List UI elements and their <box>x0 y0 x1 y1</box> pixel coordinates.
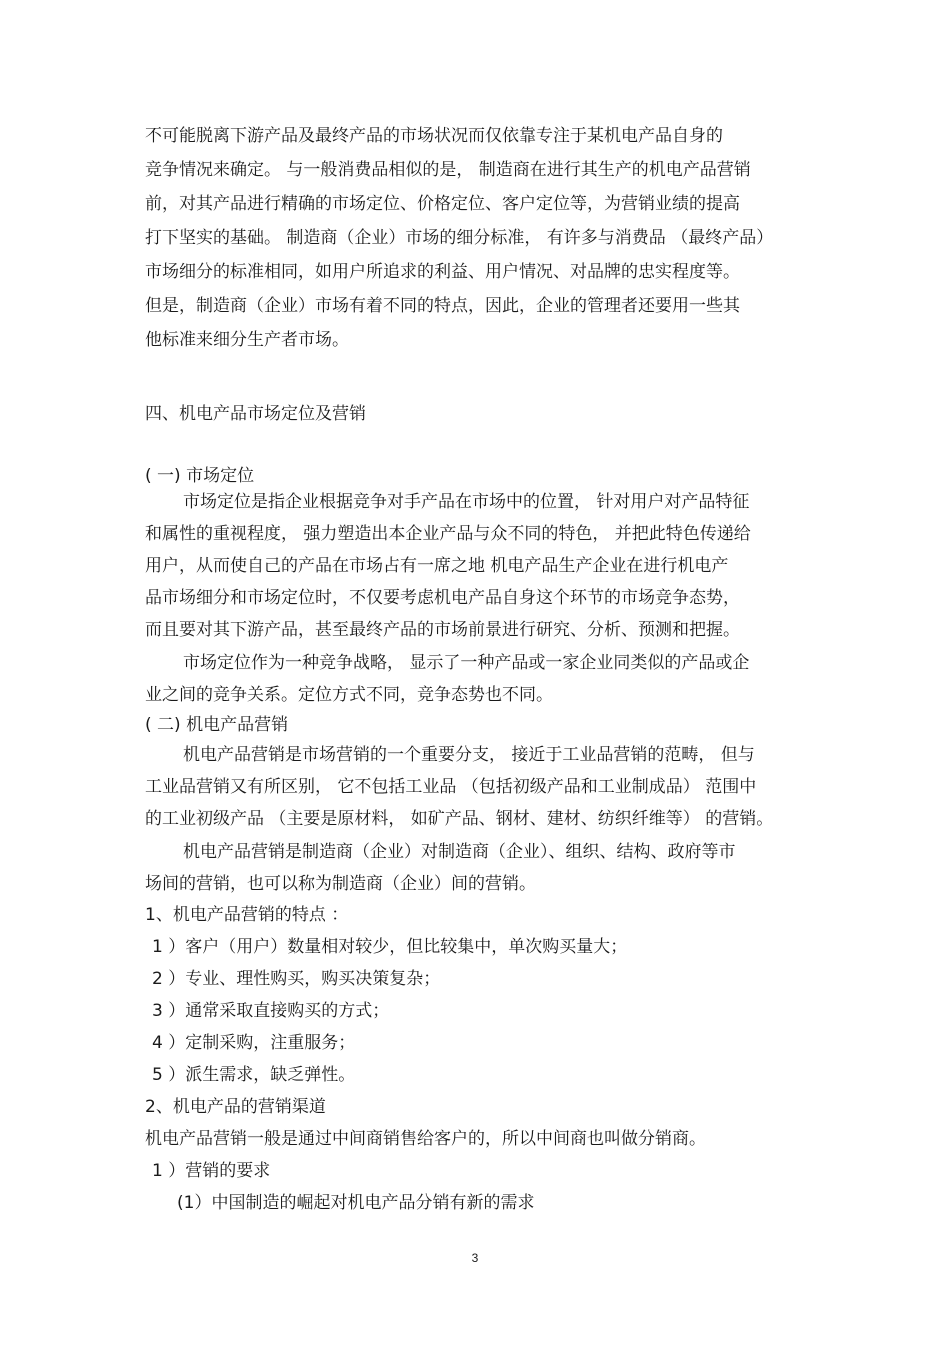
text-line: 场间的营销，也可以称为制造商（企业）间的营销。 <box>145 874 536 894</box>
text-line: 用户，从而使自己的产品在市场占有一席之地 机电产品生产企业在进行机电产 <box>145 556 729 576</box>
text-line: 他标准来细分生产者市场。 <box>145 330 349 350</box>
list-heading: 1、机电产品营销的特点 ： <box>145 905 349 925</box>
list-item: 1 ）营销的要求 <box>152 1161 271 1181</box>
text-line: 工业品营销又有所区别， 它不包括工业品 （包括初级产品和工业制成品） 范围中 <box>145 777 757 797</box>
text-line: 机电产品营销一般是通过中间商销售给客户的，所以中间商也叫做分销商。 <box>145 1129 706 1149</box>
text-line: 打下坚实的基础。 制造商（企业）市场的细分标准， 有许多与消费品 （最终产品） <box>145 228 774 248</box>
page-number: 3 <box>471 1251 479 1265</box>
text-line: 市场定位是指企业根据竞争对手产品在市场中的位置， 针对用户对产品特征 <box>183 492 750 512</box>
subsection-title: ( 一) 市场定位 <box>145 466 255 486</box>
list-item: 4 ）定制采购，注重服务； <box>152 1033 356 1053</box>
list-item: 3 ）通常采取直接购买的方式； <box>152 1001 390 1021</box>
text-line: 和属性的重视程度， 强力塑造出本企业产品与众不同的特色， 并把此特色传递给 <box>145 524 751 544</box>
list-item: 1 ）客户（用户）数量相对较少，但比较集中，单次购买量大； <box>152 937 628 957</box>
list-heading: 2、机电产品的营销渠道 <box>145 1097 326 1117</box>
text-line: 市场定位作为一种竞争战略， 显示了一种产品或一家企业同类似的产品或企 <box>183 653 750 673</box>
list-item: (1）中国制造的崛起对机电产品分销有新的需求 <box>177 1193 535 1213</box>
list-item: 5 ）派生需求，缺乏弹性。 <box>152 1065 356 1085</box>
text-line: 市场细分的标准相同，如用户所追求的利益、用户情况、对品牌的忠实程度等。 <box>145 262 740 282</box>
subsection-title: ( 二) 机电产品营销 <box>145 715 289 735</box>
text-line: 前，对其产品进行精确的市场定位、价格定位、客户定位等，为营销业绩的提高 <box>145 194 740 214</box>
text-line: 不可能脱离下游产品及最终产品的市场状况而仅依靠专注于某机电产品自身的 <box>145 126 723 146</box>
list-item: 2 ）专业、理性购买，购买决策复杂； <box>152 969 441 989</box>
text-line: 业之间的竞争关系。定位方式不同，竞争态势也不同。 <box>145 685 553 705</box>
text-line: 机电产品营销是市场营销的一个重要分支， 接近于工业品营销的范畴， 但与 <box>183 745 755 765</box>
section-heading: 四、机电产品市场定位及营销 <box>145 404 366 424</box>
text-line: 的工业初级产品 （主要是原材料， 如矿产品、钢材、建材、纺织纤维等） 的营销。 <box>145 809 774 829</box>
text-line: 机电产品营销是制造商（企业）对制造商（企业）、组织、结构、政府等市 <box>183 842 736 862</box>
text-line: 而且要对其下游产品，甚至最终产品的市场前景进行研究、分析、预测和把握。 <box>145 620 740 640</box>
text-line: 品市场细分和市场定位时，不仅要考虑机电产品自身这个环节的市场竞争态势， <box>145 588 740 608</box>
text-line: 但是，制造商（企业）市场有着不同的特点，因此，企业的管理者还要用一些其 <box>145 296 740 316</box>
text-line: 竞争情况来确定。 与一般消费品相似的是， 制造商在进行其生产的机电产品营销 <box>145 160 751 180</box>
